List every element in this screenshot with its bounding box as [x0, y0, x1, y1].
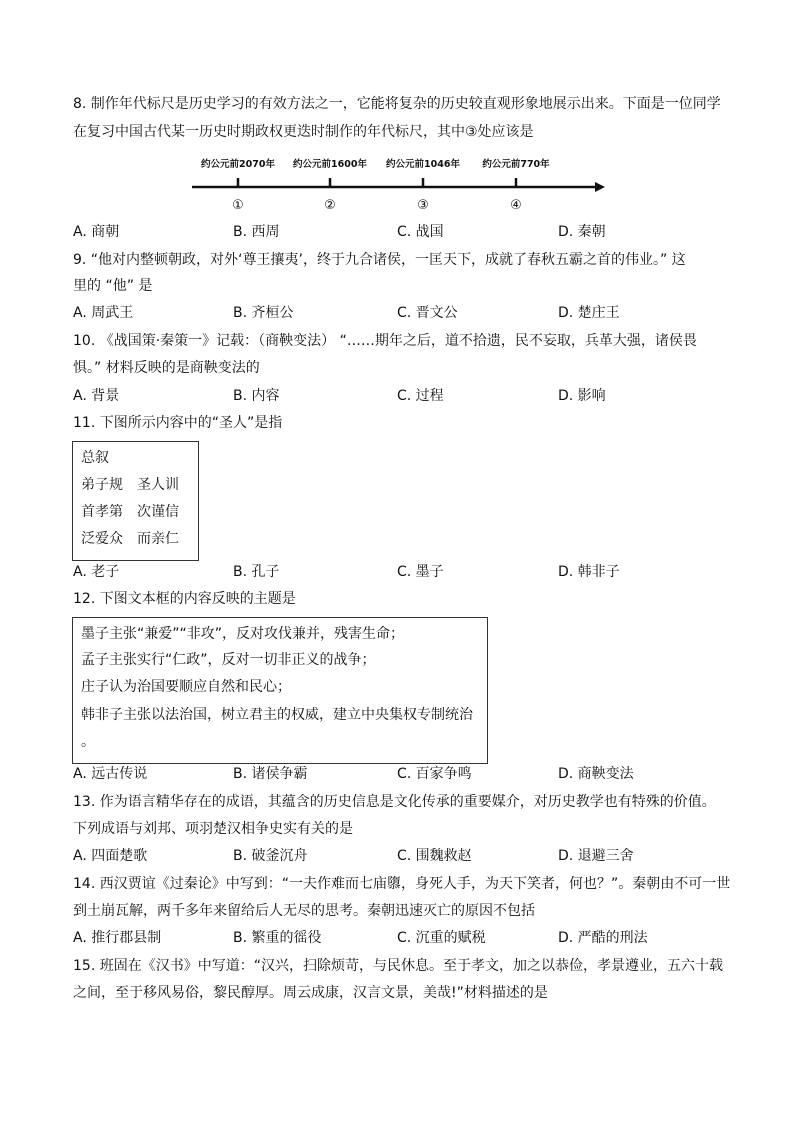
q13-option-c[interactable]: C. 围魏救赵 [397, 848, 472, 864]
q14-stem-line1: 14. 西汉贾谊《过秦论》中写到：“一夫作难而七庙隳，身死人手，为天下笑者，何也？”。秦朝由不可一世 [73, 876, 731, 892]
q13-stem-line1: 13. 作为语言精华存在的成语，其蕴含的历史信息是文化传承的重要媒介，对历史教学也有特殊的价值。 [73, 794, 716, 810]
q15-stem-line2: 之间，至于移风易俗，黎民醇厚。周云成康，汉言文景，美哉!”材料描述的是 [73, 985, 548, 1001]
timeline-label: 约公元前1046年 [386, 159, 460, 170]
q10-stem-line1: 10. 《战国策·秦策一》记载：（商鞅变法） “……期年之后，道不拾遗，民不妄取，兵革大强，诸侯畏 [73, 333, 697, 349]
q11-stem: 11. 下图所示内容中的“圣人”是指 [73, 415, 283, 431]
timeline-label: 约公元前1600年 [293, 159, 367, 170]
q10-option-b[interactable]: B. 内容 [233, 388, 280, 404]
q8-stem-line1: 8. 制作年代标尺是历史学习的有效方法之一，它能将复杂的历史较直观形象地展示出来。下面是一位同学 [73, 96, 721, 112]
q10-option-a[interactable]: A. 背景 [73, 388, 120, 404]
q11-box-line: 总叙 [81, 450, 109, 466]
q14-option-d[interactable]: D. 严酷的刑法 [558, 930, 648, 946]
q12-option-a[interactable]: A. 远古传说 [73, 766, 148, 782]
timeline-label: 约公元前770年 [482, 159, 550, 170]
q11-option-a[interactable]: A. 老子 [73, 564, 120, 580]
q12-box-line: 韩非子主张以法治国，树立君主的权威，建立中央集权专制统治 [81, 707, 473, 723]
q9-option-d[interactable]: D. 楚庄王 [558, 305, 620, 321]
q12-box-line: 。 [81, 734, 95, 750]
q14-option-a[interactable]: A. 推行郡县制 [73, 930, 162, 946]
q11-option-b[interactable]: B. 孔子 [233, 564, 280, 580]
timeline-mark: ② [324, 198, 336, 213]
q8-option-c[interactable]: C. 战国 [397, 224, 444, 240]
q9-option-b[interactable]: B. 齐桓公 [233, 305, 294, 321]
q11-option-c[interactable]: C. 墨子 [397, 564, 444, 580]
q9-option-a[interactable]: A. 周武王 [73, 305, 134, 321]
q9-option-c[interactable]: C. 晋文公 [397, 305, 458, 321]
q9-stem-line2: 里的 “他” 是 [73, 278, 153, 294]
q13-option-a[interactable]: A. 四面楚歌 [73, 848, 148, 864]
q14-stem-line2: 到土崩瓦解，两千多年来留给后人无尽的思考。秦朝迅速灭亡的原因不包括 [73, 903, 535, 919]
q8-option-a[interactable]: A. 商朝 [73, 224, 120, 240]
q10-option-c[interactable]: C. 过程 [397, 388, 444, 404]
q14-option-b[interactable]: B. 繁重的徭役 [233, 930, 322, 946]
q10-option-d[interactable]: D. 影响 [558, 388, 606, 404]
timeline-label: 约公元前2070年 [201, 159, 275, 170]
q9-stem-line1: 9. “他对内整顿朝政，对外‘尊王攘夷’，终于九合诸侯，一匡天下，成就了春秋五霸之首的伟业。” 这 [73, 252, 686, 268]
q15-stem-line1: 15. 班固在《汉书》中写道：“汉兴，扫除烦苛，与民休息。至于孝文，加之以恭俭，孝景遵业，五六十载 [73, 958, 723, 974]
timeline-mark: ③ [417, 198, 429, 213]
q11-box-line: 泛爱众 而亲仁 [81, 531, 179, 547]
q12-text-box [72, 617, 488, 764]
q12-box-line: 孟子主张实行“仁政”，反对一切非正义的战争； [81, 652, 376, 668]
q8-option-b[interactable]: B. 西周 [233, 224, 280, 240]
q13-option-b[interactable]: B. 破釜沉舟 [233, 848, 308, 864]
q10-stem-line2: 惧。” 材料反映的是商鞅变法的 [73, 360, 260, 376]
q11-box-line: 弟子规 圣人训 [81, 477, 179, 493]
q8-option-d[interactable]: D. 秦朝 [558, 224, 606, 240]
q11-text-box [72, 441, 199, 561]
q11-option-d[interactable]: D. 韩非子 [558, 564, 620, 580]
timeline-arrow-icon [595, 182, 605, 192]
q12-option-b[interactable]: B. 诸侯争霸 [233, 766, 308, 782]
q12-option-c[interactable]: C. 百家争鸣 [397, 766, 472, 782]
q14-option-c[interactable]: C. 沉重的赋税 [397, 930, 486, 946]
q8-timeline [185, 153, 615, 217]
q13-stem-line2: 下列成语与刘邦、项羽楚汉相争史实有关的是 [73, 821, 353, 837]
q12-option-d[interactable]: D. 商鞅变法 [558, 766, 634, 782]
q12-stem: 12. 下图文本框的内容反映的主题是 [73, 591, 296, 607]
q11-box-line: 首孝第 次谨信 [81, 504, 179, 520]
q12-box-line: 墨子主张“兼爱”“非攻”，反对攻伐兼并，残害生命； [81, 626, 405, 642]
q8-stem-line2: 在复习中国古代某一历史时期政权更迭时制作的年代标尺，其中③处应该是 [73, 124, 534, 140]
timeline-mark: ① [232, 198, 244, 213]
q12-box-line: 庄子认为治国要顺应自然和民心； [81, 679, 291, 695]
timeline-mark: ④ [510, 198, 522, 213]
q13-option-d[interactable]: D. 退避三舍 [558, 848, 634, 864]
